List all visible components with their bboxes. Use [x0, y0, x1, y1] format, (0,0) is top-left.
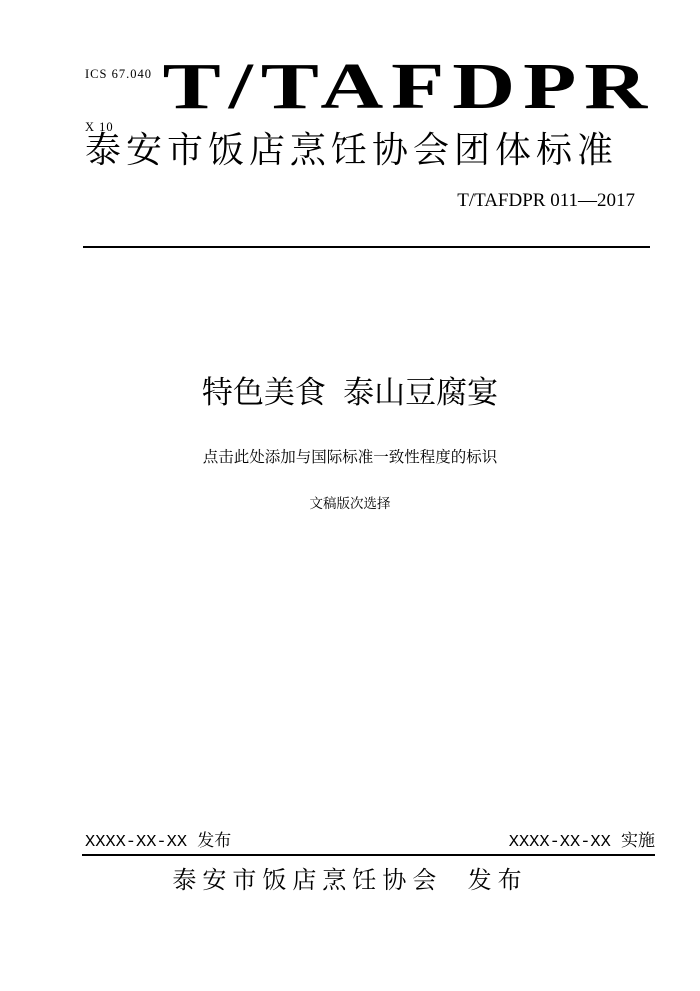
issue-date: XXXX-XX-XX 发布: [85, 833, 232, 852]
standard-number: T/TAFDPR 011—2017: [457, 190, 635, 211]
ics-code: ICS 67.040: [85, 67, 152, 81]
publisher-line: 泰安市饭店烹饪协会 发布: [172, 867, 528, 894]
implement-date: XXXX-XX-XX 实施: [508, 833, 655, 852]
header-divider-rule: [83, 246, 650, 248]
consistency-degree-placeholder[interactable]: 点击此处添加与国际标准一致性程度的标识: [202, 449, 498, 466]
draft-version-placeholder[interactable]: 文稿版次选择: [309, 496, 391, 511]
footer-divider-rule: [82, 854, 655, 856]
document-title: 特色美食 泰山豆腐宴: [201, 375, 499, 410]
class-code: X 10: [85, 119, 114, 134]
organization-code-logo: T/TAFDPR: [162, 50, 655, 123]
date-row: [85, 833, 655, 853]
association-standard-header: 泰安市饭店烹饪协会团体标准: [85, 130, 619, 170]
